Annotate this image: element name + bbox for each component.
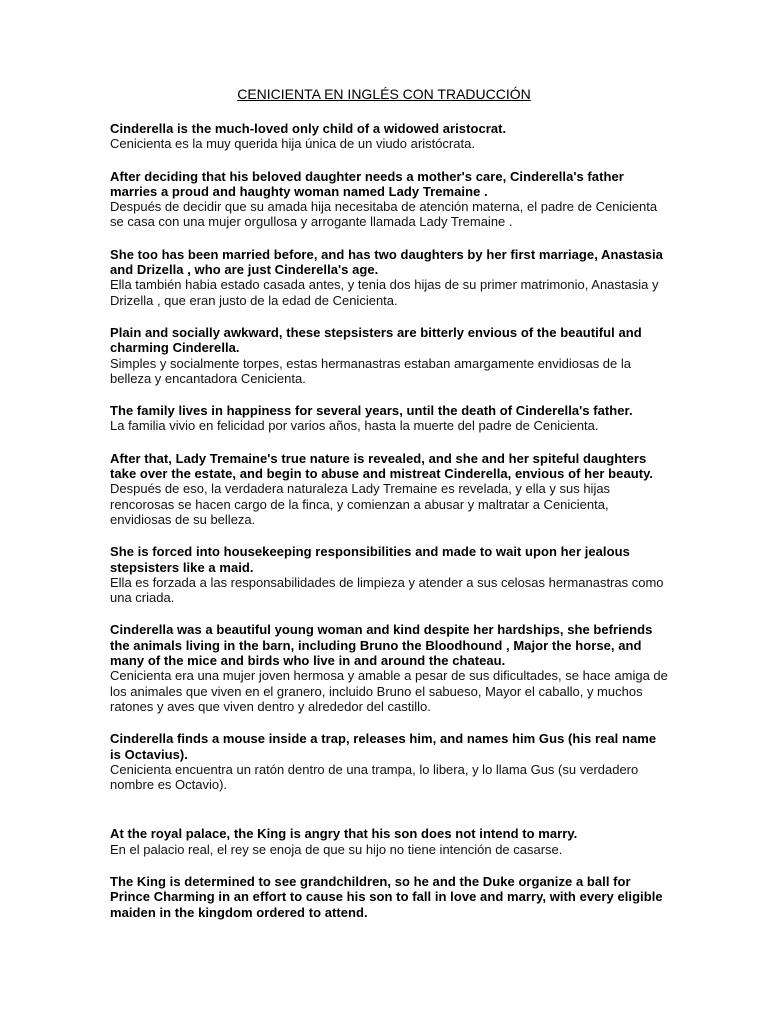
- paragraph: [110, 169, 670, 230]
- paragraph: [110, 121, 670, 152]
- english-text: She is forced into housekeeping responsibilities and made to wait upon her jealous stepsisters like a maid.: [110, 544, 630, 575]
- english-text: After that, Lady Tremaine's true nature is revealed, and she and her spiteful daughters take over the estate, and begin to abuse and mistreat Cinderella, envious of her beauty.: [110, 450, 654, 482]
- paragraph: [110, 826, 670, 857]
- spanish-translation: Cenicienta encuentra un ratón dentro de una trampa, lo libera, y lo llama Gus (su verdadero nombre es Octavio).: [110, 761, 639, 793]
- english-text: Cinderella is the much-loved only child of a widowed aristocrat.: [110, 121, 507, 136]
- english-text: The family lives in happiness for several years, until the death of Cinderella's father.: [110, 403, 633, 419]
- spanish-translation: Cenicienta es la muy querida hija única de un viudo aristócrata.: [110, 136, 475, 152]
- spanish-translation: Simples y socialmente torpes, estas hermanastras estaban amargamente envidiosas de la belleza y encantadora Cenicienta.: [110, 355, 631, 386]
- english-text: The King is determined to see grandchildren, so he and the Duke organize a ball for Prince Charming in an effort to cause his son to fall in love and marry, with every eligible maiden in the kingdom ordered to attend.: [110, 873, 663, 920]
- spanish-translation: La familia vivio en felicidad por varios años, hasta la muerte del padre de Cenicienta.: [110, 418, 599, 434]
- spanish-translation: En el palacio real, el rey se enoja de que su hijo no tiene intención de casarse.: [110, 841, 563, 857]
- paragraph: [110, 731, 670, 792]
- paragraph: [110, 403, 670, 434]
- english-text: At the royal palace, the King is angry that his son does not intend to marry.: [110, 826, 578, 842]
- spanish-translation: Ella es forzada a las responsabilidades de limpieza y atender a sus celosas hermanastras como una criada.: [110, 574, 664, 606]
- paragraph: [110, 622, 670, 714]
- english-text: Cinderella was a beautiful young woman and kind despite her hardships, she befriends the animals living in the barn, including Bruno the Bloodhound , Major the horse, and many of the mice and birds who live in and around the chateau.: [110, 622, 653, 669]
- document-title: CENICIENTA EN INGLÉS CON TRADUCCIÓN: [237, 86, 531, 102]
- paragraph: [110, 874, 670, 920]
- paragraph: [110, 325, 670, 386]
- english-text: She too has been married before, and has two daughters by her first marriage, Anastasia and Drizella , who are just Cinderella's age.: [110, 246, 663, 278]
- english-text: Cinderella finds a mouse inside a trap, releases him, and names him Gus (his real name is Octavius).: [110, 731, 657, 762]
- paragraph: [110, 247, 670, 308]
- english-text: Plain and socially awkward, these stepsisters are bitterly envious of the beautiful and charming Cinderella.: [110, 324, 642, 356]
- spanish-translation: Cenicienta era una mujer joven hermosa y amable a pesar de sus dificultades, se hace amiga de los animales que viven en el granero, incluido Bruno el sabueso, Mayor el caballo, y muchos ratones y aves que viven dentro y alrededor del castillo.: [110, 668, 668, 714]
- paragraph: [110, 451, 670, 527]
- document-body: [110, 121, 670, 937]
- paragraph: [110, 544, 670, 605]
- spanish-translation: Después de eso, la verdadera naturaleza Lady Tremaine es revelada, y ella y sus hijas rencorosas se hacen cargo de la finca, y comienzan a abusar y maltratar a Cenicienta, envidiosas de su belleza.: [110, 481, 611, 527]
- spanish-translation: Ella también habia estado casada antes, y tenia dos hijas de su primer matrimonio, Anastasia y Drizella , que eran justo de la edad de Cenicienta.: [110, 277, 659, 308]
- spanish-translation: Después de decidir que su amada hija necesitaba de atención materna, el padre de Cenicienta se casa con una mujer orgullosa y arrogante llamada Lady Tremaine .: [110, 199, 658, 230]
- english-text: After deciding that his beloved daughter needs a mother's care, Cinderella's father marries a proud and haughty woman named Lady Tremaine .: [110, 168, 624, 199]
